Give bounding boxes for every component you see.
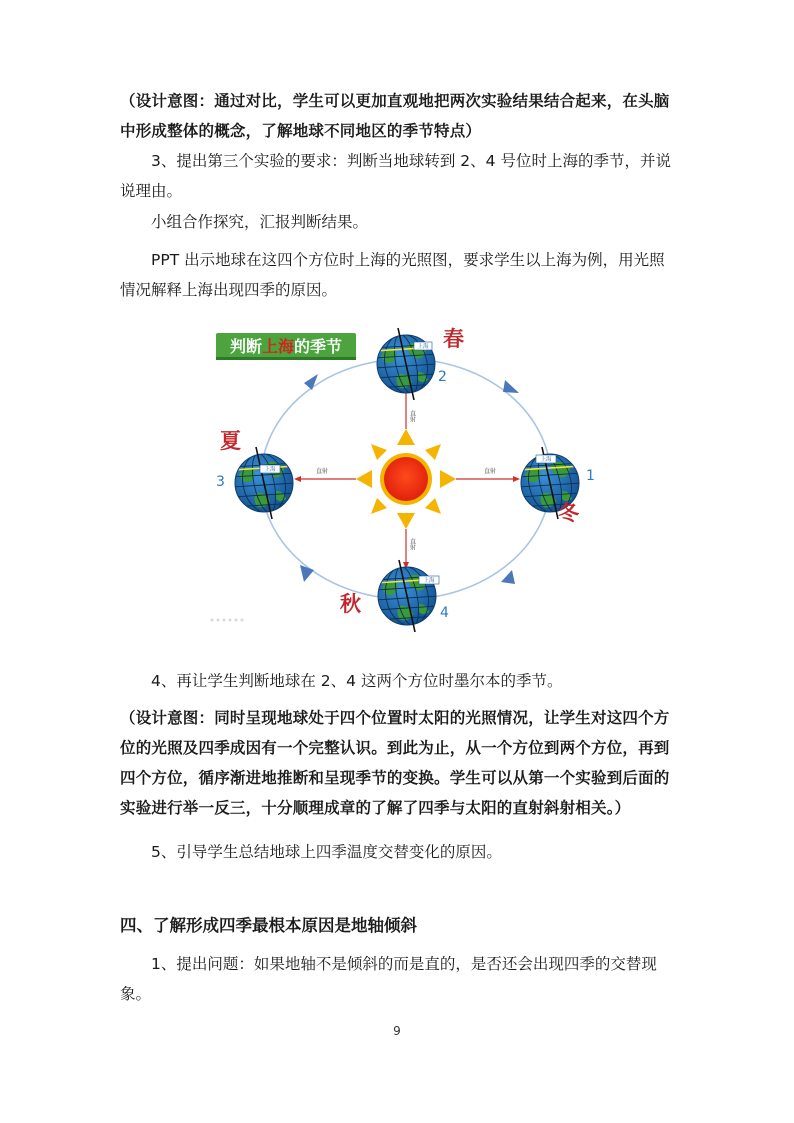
sun-icon — [356, 429, 456, 529]
city-label-shanghai-1: 上海 — [540, 457, 552, 463]
section-4-step-1: 1、提出问题：如果地轴不是倾斜的而是直的，是否还会出现四季的交替现象。 — [120, 955, 657, 1003]
season-orbit-diagram — [200, 320, 640, 640]
season-label-spring: 春 — [443, 327, 464, 351]
section-4-heading: 四、了解形成四季最根本原因是地轴倾斜 — [120, 916, 417, 935]
position-number-1: 1 — [586, 468, 595, 484]
group-work-paragraph: 小组合作探究，汇报判断结果。 — [151, 213, 369, 231]
city-label-shanghai-3: 上海 — [264, 467, 276, 473]
position-number-4: 4 — [440, 605, 449, 621]
season-label-winter: 冬 — [558, 501, 579, 525]
diagram-title-badge — [216, 333, 356, 360]
earth-position-2 — [374, 328, 438, 400]
position-number-2: 2 — [438, 369, 447, 385]
step-3-paragraph: 3、提出第三个实验的要求：判断当地球转到 2、4 号位时上海的季节，并说说理由。 — [120, 152, 671, 200]
ray-label-right: 直射 — [483, 468, 497, 475]
page-number: 9 — [393, 1024, 401, 1038]
position-number-3: 3 — [216, 474, 225, 490]
step-5-paragraph: 5、引导学生总结地球上四季温度交替变化的原因。 — [151, 843, 502, 861]
earth-position-3 — [232, 447, 296, 519]
ray-label-top: 直射 — [408, 410, 416, 422]
ppt-paragraph: PPT 出示地球在这四个方位时上海的光照图，要求学生以上海为例，用光照情况解释上海出现四季的原因。 — [120, 251, 665, 299]
season-label-summer: 夏 — [220, 429, 241, 453]
watermark-mark — [211, 619, 244, 622]
city-label-shanghai-4: 上海 — [423, 578, 435, 584]
design-intent-note-2: （设计意图：同时呈现地球处于四个位置时太阳的光照情况，让学生对这四个方位的光照及四季成因有一个完整认识。到此为止，从一个方位到两个方位，再到四个方位，循序渐进地推断和呈现季节的变换。学生可以从第一个实验到后面的实验进行举一反三，十分顺理成章的了解了四季与太阳的直射斜射相关。） — [120, 708, 670, 817]
diagram-title-part-1: 判断 — [229, 337, 262, 356]
city-label-shanghai-2: 上海 — [417, 344, 429, 350]
diagram-title-part-2: 的季节 — [294, 337, 343, 356]
ray-label-bottom: 直射 — [408, 538, 416, 550]
svg-text:判断上海的季节 — [230, 337, 342, 356]
diagram-title-highlight: 上海 — [261, 337, 295, 356]
season-label-autumn: 秋 — [340, 592, 361, 616]
earth-position-4 — [375, 560, 439, 632]
ray-label-left: 直射 — [315, 468, 329, 475]
step-4-paragraph: 4、再让学生判断地球在 2、4 这两个方位时墨尔本的季节。 — [151, 672, 563, 690]
design-intent-note-1: （设计意图：通过对比，学生可以更加直观地把两次实验结果结合起来，在头脑中形成整体的概念，了解地球不同地区的季节特点） — [120, 91, 670, 140]
